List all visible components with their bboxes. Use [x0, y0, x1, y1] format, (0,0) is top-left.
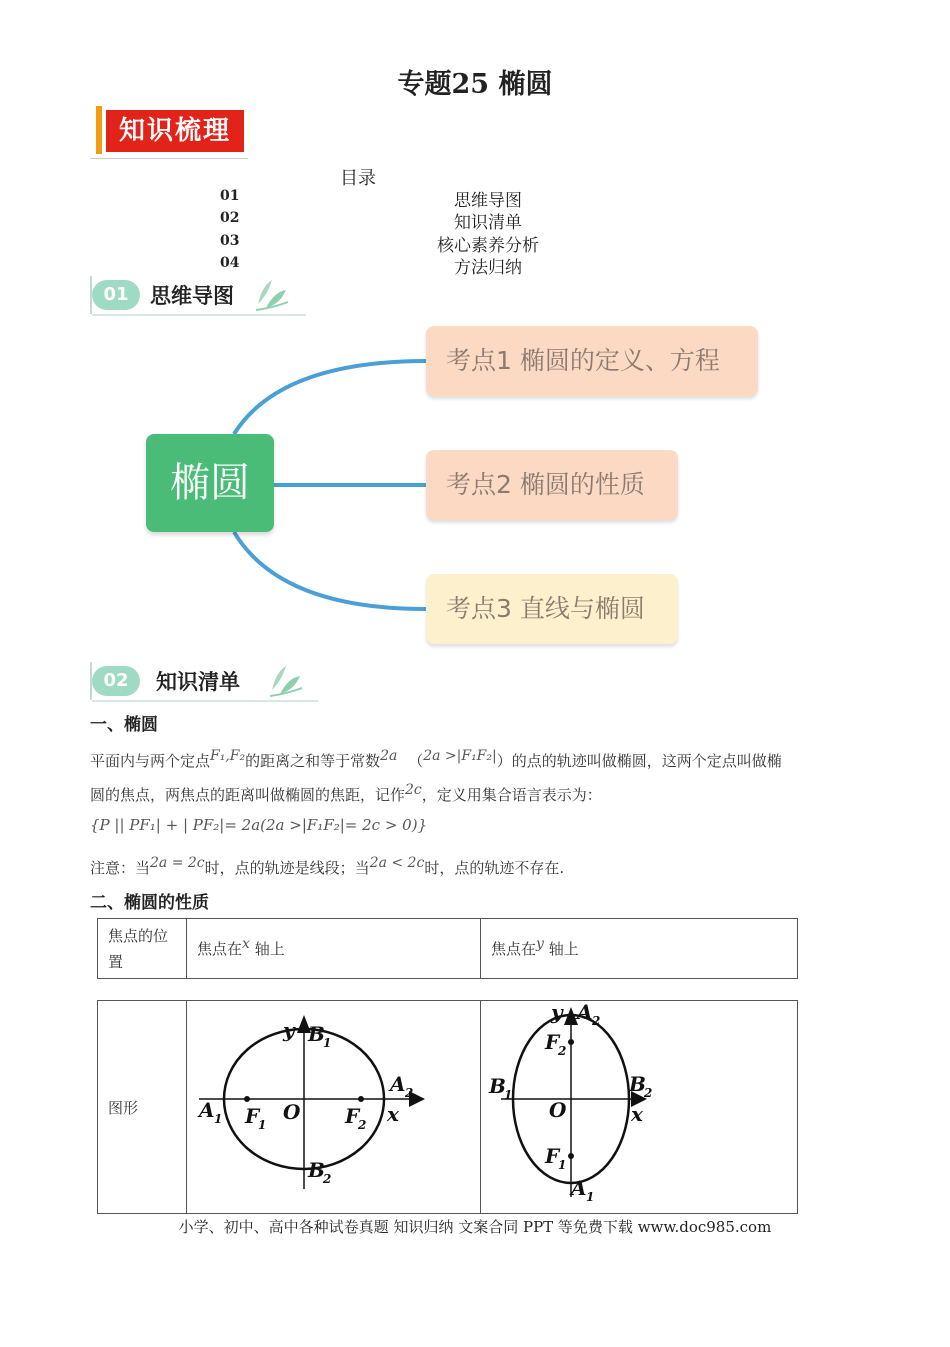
toc-label: 知识清单 [454, 213, 522, 233]
section-label: 知识清单 [156, 670, 240, 694]
heading-ellipse: 一、椭圆 [90, 715, 158, 735]
ellipse-y-axis-figure [481, 1001, 797, 1209]
svg-text:2: 2 [644, 1086, 653, 1100]
formula-condition: 2a >|F₁F₂| [423, 748, 497, 764]
section-header-mindmap [92, 274, 312, 314]
mind-map [130, 320, 790, 660]
cell-figure-y [481, 1001, 798, 1214]
definition-line-2: 圆的焦点，两焦点的距离叫做椭圆的焦距，记作2c，定义用集合语言表示为： [90, 782, 602, 804]
svg-text:A: A [571, 1176, 587, 1200]
toc-number: 03 [220, 233, 240, 249]
note-line: 注意：当2a = 2c时，点的轨迹是线段；当2a < 2c时，点的轨迹不存在. [90, 855, 565, 877]
toc-number: 04 [220, 255, 240, 271]
svg-text:1: 1 [558, 1158, 567, 1172]
svg-text:F: F [545, 1144, 560, 1168]
cell-focus-x: 焦点在x 轴上 [187, 919, 481, 979]
svg-text:1: 1 [323, 1036, 332, 1050]
footer-text: 小学、初中、高中各种试卷真题 知识归纳 文案合同 PPT 等免费下载 www.doc985.com [178, 1218, 772, 1236]
svg-text:F: F [245, 1104, 260, 1128]
section-number: 01 [92, 280, 140, 310]
formula-lt: 2a < 2c [369, 855, 425, 871]
svg-text:B: B [308, 1022, 325, 1046]
mind-map-node-3: 考点3 直线与椭圆 [426, 574, 678, 644]
section-banner [96, 106, 246, 154]
toc-title: 目录 [340, 168, 376, 189]
leaf-icon [266, 660, 306, 700]
cell-focus-position: 焦点的位置 [98, 919, 187, 979]
cell-figure-label: 图形 [98, 1001, 187, 1214]
toc-number: 01 [220, 188, 240, 204]
toc-item[interactable] [220, 186, 720, 211]
section-header-knowledge [92, 660, 320, 700]
svg-text:1: 1 [214, 1112, 223, 1126]
svg-text:2: 2 [405, 1086, 414, 1100]
svg-text:A: A [199, 1098, 215, 1122]
svg-text:A: A [577, 1001, 593, 1024]
ellipse-x-axis-figure [187, 1001, 480, 1209]
svg-text:B: B [308, 1158, 325, 1182]
leaf-icon [252, 274, 292, 314]
heading-properties: 二、椭圆的性质 [90, 893, 209, 913]
cell-focus-y: 焦点在y 轴上 [481, 919, 798, 979]
toc-item[interactable] [220, 208, 720, 233]
mind-map-node-1: 考点1 椭圆的定义、方程 [426, 326, 758, 396]
section-number: 02 [92, 666, 140, 696]
toc-label: 核心素养分析 [437, 236, 539, 256]
svg-text:F: F [545, 1030, 560, 1054]
set-expression: {P || PF₁| + | PF₂|= 2a(2a >|F₁F₂|= 2c > 0)} [90, 816, 428, 834]
mind-map-root: 椭圆 [146, 434, 274, 532]
svg-text:2: 2 [592, 1014, 601, 1028]
svg-text:1: 1 [504, 1088, 513, 1102]
divider [90, 158, 248, 159]
svg-text:F: F [345, 1104, 360, 1128]
svg-text:B: B [489, 1074, 506, 1098]
svg-text:y: y [283, 1018, 295, 1042]
banner-label: 知识梳理 [106, 110, 244, 152]
svg-text:2: 2 [323, 1172, 332, 1186]
svg-text:O: O [283, 1100, 301, 1124]
svg-text:A: A [390, 1072, 406, 1096]
svg-text:2: 2 [358, 1118, 367, 1132]
cell-figure-x [187, 1001, 481, 1214]
section-label: 思维导图 [150, 284, 234, 308]
toc-item[interactable] [220, 253, 720, 278]
definition-line-1: 平面内与两个定点F₁,F₂的距离之和等于常数2a （2a >|F₁F₂|）的点的轨迹叫做椭圆，这两个定点叫做椭 [90, 748, 782, 770]
toc-number: 02 [220, 210, 240, 226]
svg-text:2: 2 [558, 1044, 567, 1058]
mind-map-node-2: 考点2 椭圆的性质 [426, 450, 678, 520]
toc-label: 思维导图 [454, 191, 522, 211]
svg-text:B: B [629, 1072, 646, 1096]
formula-eq: 2a = 2c [150, 855, 205, 871]
formula-2c: 2c [405, 782, 422, 798]
toc-label: 方法归纳 [454, 258, 522, 278]
properties-table-figures [97, 1000, 798, 1214]
page-title: 专题25 椭圆 [397, 69, 553, 100]
svg-text:y: y [551, 1001, 563, 1024]
banner-accent-bar [96, 106, 102, 154]
svg-text:O: O [549, 1098, 567, 1122]
svg-text:1: 1 [258, 1118, 267, 1132]
formula-foci: F₁,F₂ [210, 748, 246, 764]
formula-2a: 2a [380, 748, 398, 764]
svg-text:1: 1 [586, 1190, 595, 1204]
svg-text:x: x [387, 1102, 399, 1126]
svg-text:x: x [631, 1102, 643, 1126]
toc-item[interactable] [220, 231, 720, 256]
properties-table-header [97, 918, 798, 979]
